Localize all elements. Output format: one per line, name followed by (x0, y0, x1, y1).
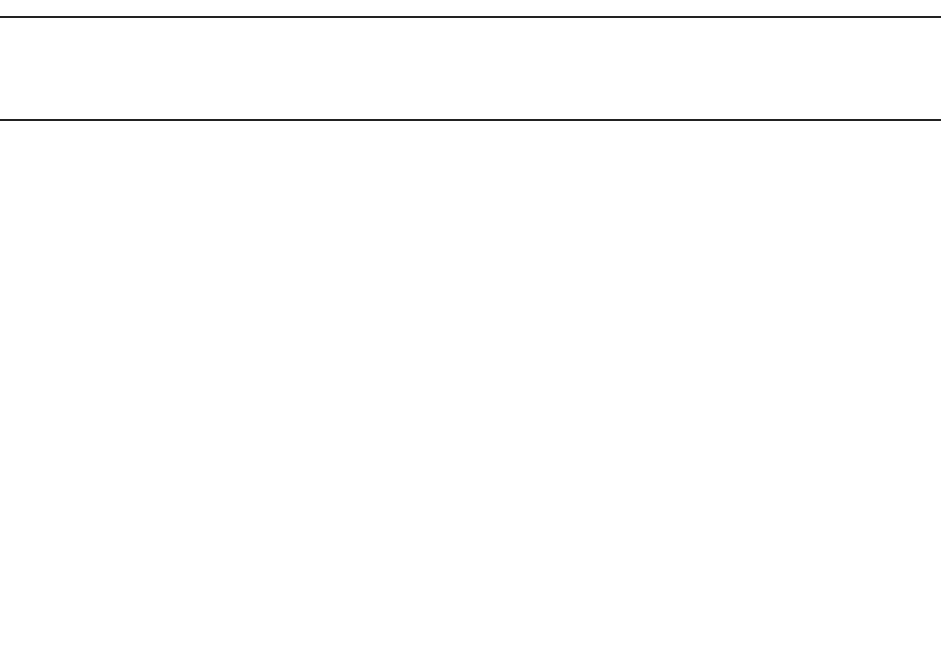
divider-top (0, 16, 941, 18)
divider-middle (0, 119, 941, 121)
